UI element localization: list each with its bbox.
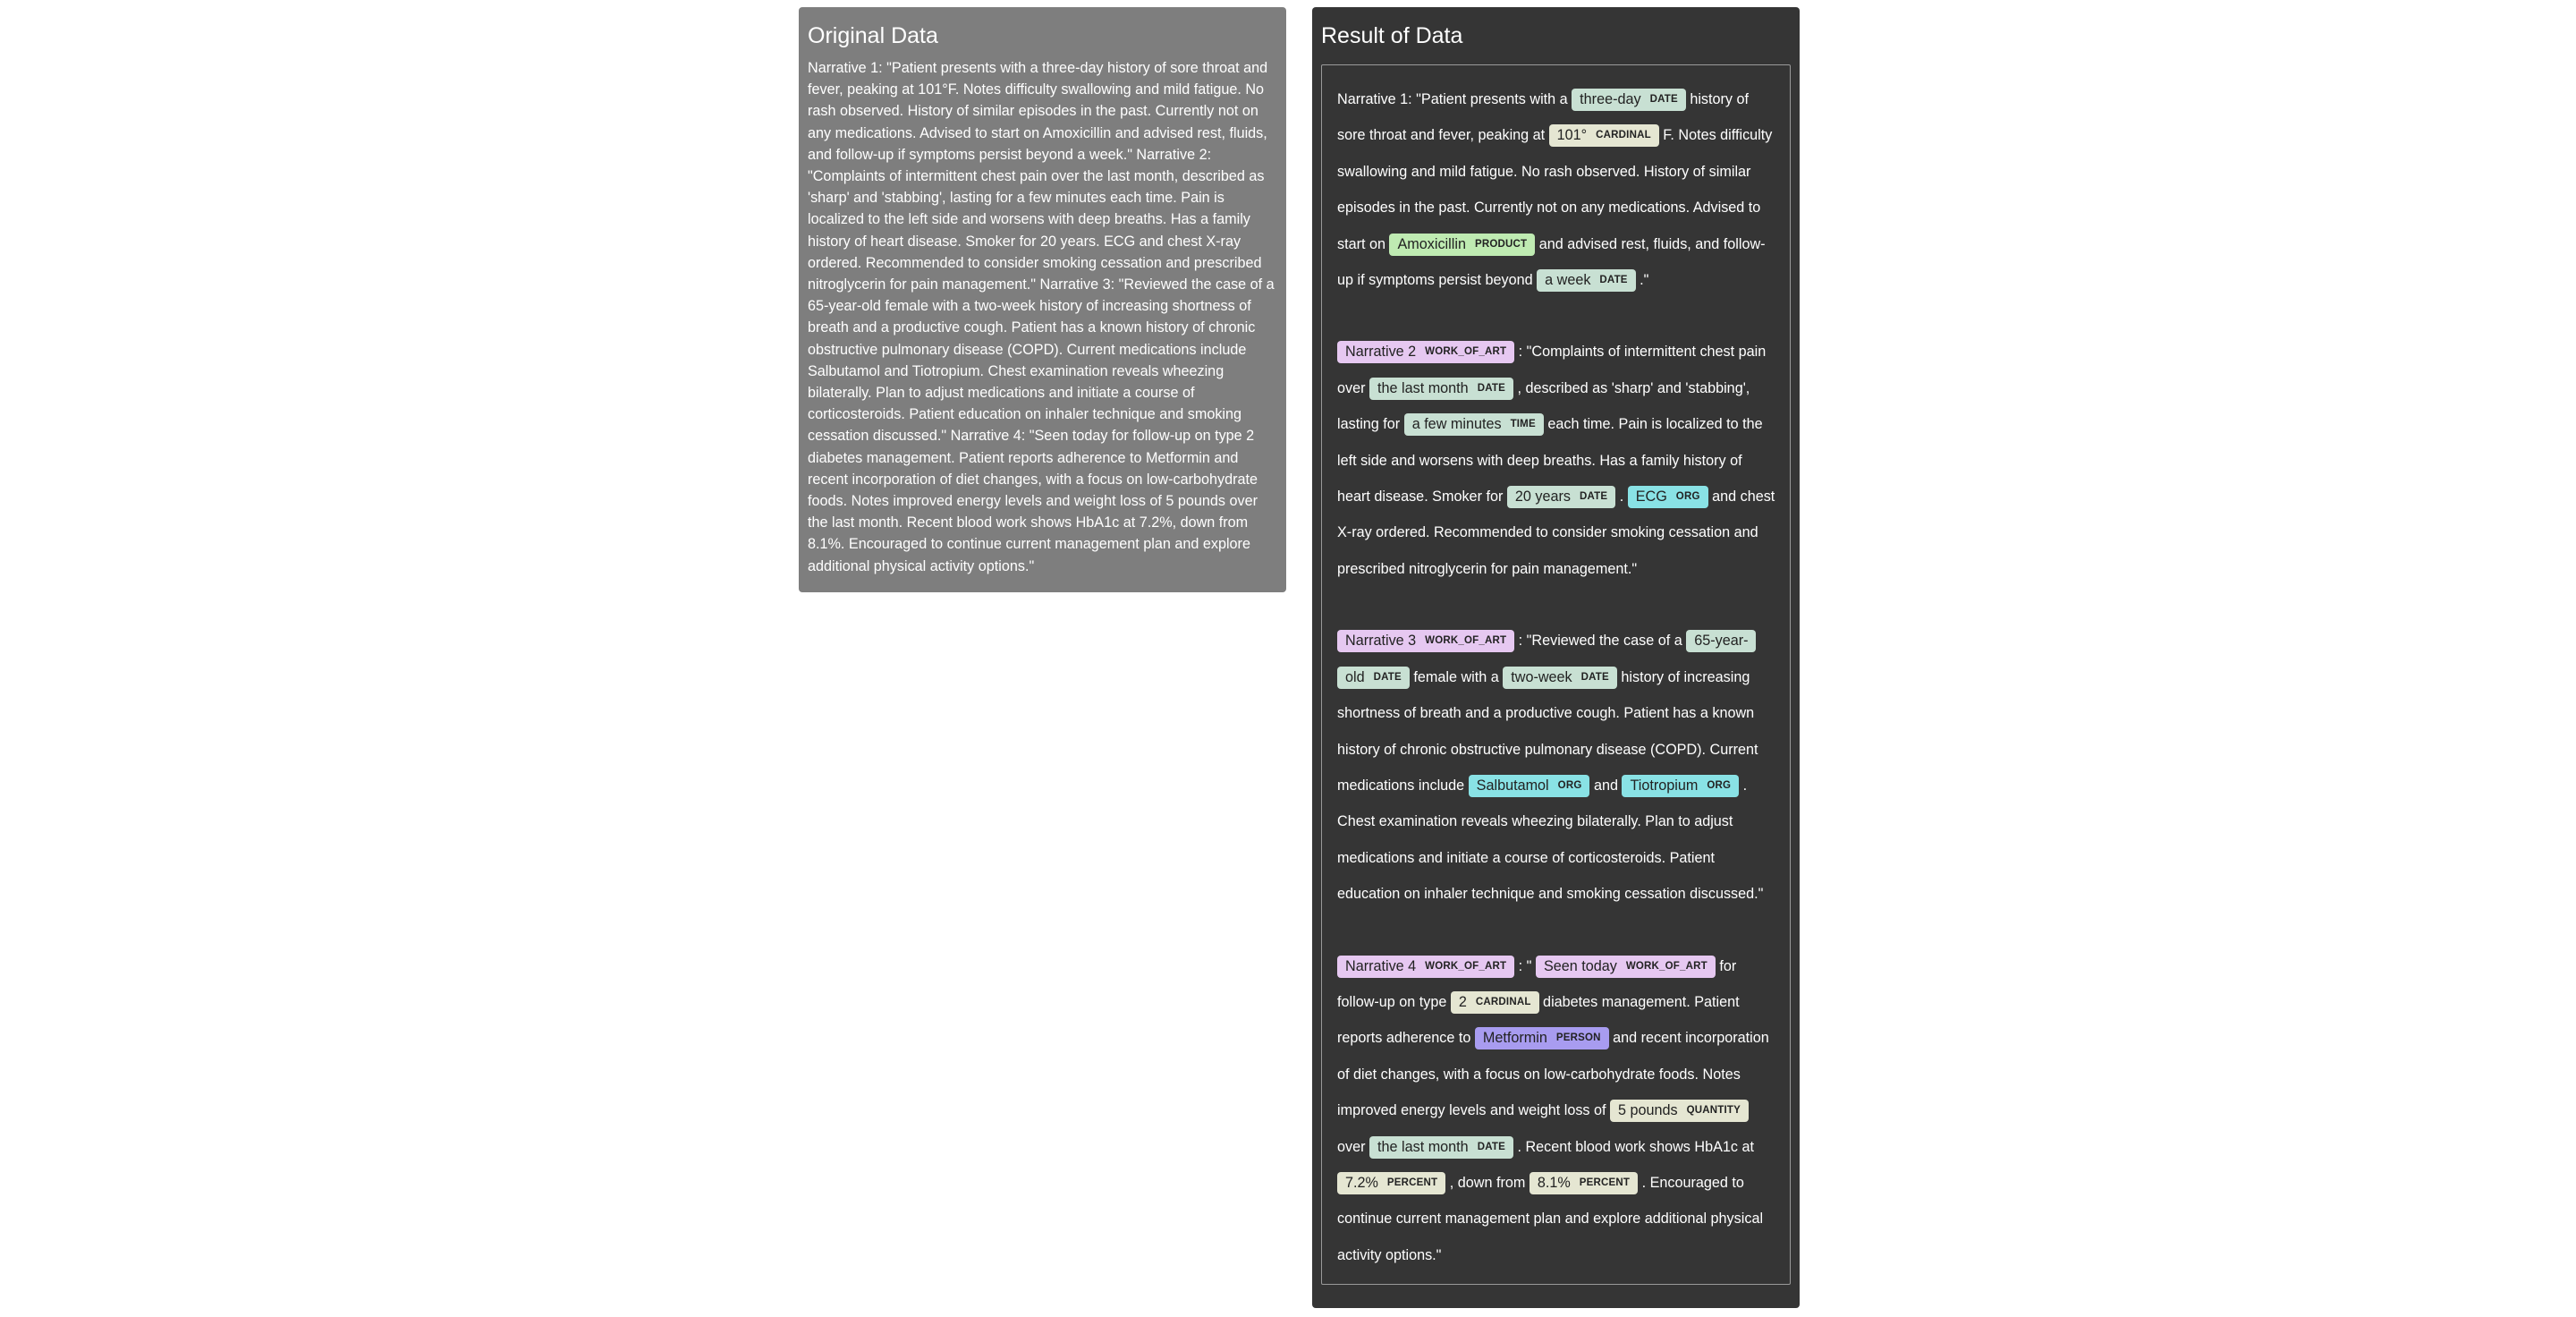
plain-text: : "Complaints of intermittent chest pain over (1337, 344, 1767, 396)
entity-quantity (1610, 1100, 1749, 1122)
entity-text: 7.2% (1345, 1174, 1378, 1191)
plain-text: and advised rest, fluids, and follow-up if symptoms persist beyond (1337, 235, 1766, 289)
plain-text: history of increasing shortness of breath and a productive cough. Patient has a known history of chronic obstructive pulmonary disease (COPD). Current medications include (1337, 668, 1758, 794)
entity-label: DATE (1649, 93, 1678, 105)
entity-date (1503, 667, 1617, 689)
entity-label: DATE (1477, 1141, 1505, 1152)
entity-text: ECG (1635, 489, 1667, 506)
plain-text: and recent incorporation of diet changes, with a focus on low-carbohydrate foods. Notes improved energy levels and weight loss of (1337, 1030, 1769, 1119)
entity-percent (1337, 1172, 1445, 1194)
plain-text: for follow-up on type (1337, 957, 1737, 1010)
original-data-title: Original Data (808, 23, 938, 48)
entity-percent (1530, 1172, 1638, 1194)
entity-text: Narrative 3 (1345, 633, 1417, 650)
entity-time (1404, 413, 1544, 436)
entity-work-of-art (1337, 341, 1514, 363)
entity-org (1469, 775, 1590, 797)
entity-text: Tiotropium (1630, 777, 1699, 794)
entity-result-box (1321, 64, 1791, 1285)
entity-text: Amoxicillin (1397, 235, 1466, 252)
entity-text: a few minutes (1411, 416, 1502, 433)
entity-date (1507, 486, 1615, 508)
entity-label: WORK_OF_ART (1425, 960, 1507, 972)
entity-label: WORK_OF_ART (1425, 346, 1507, 358)
entity-label: ORG (1557, 779, 1582, 791)
entity-text: Metformin (1482, 1030, 1547, 1047)
entity-product (1389, 234, 1535, 256)
plain-text: diabetes management. Patient reports adherence to (1337, 993, 1740, 1047)
entity-text: 20 years (1514, 489, 1571, 506)
entity-work-of-art (1337, 630, 1514, 652)
entity-label: DATE (1477, 382, 1505, 394)
entity-org (1628, 486, 1708, 508)
entity-person (1475, 1027, 1609, 1049)
plain-text: female with a (1409, 668, 1504, 685)
entity-text: Narrative 4 (1345, 957, 1417, 974)
plain-text: each time. Pain is localized to the left side and worsens with deep breaths. Has a family history of heart disease. Smoker for (1337, 416, 1763, 506)
plain-text: . Encouraged to continue current management plan and explore additional physical activity options." (1337, 1174, 1764, 1263)
entity-date (1369, 1136, 1513, 1159)
entity-text: Seen today (1543, 957, 1617, 974)
entity-cardinal (1451, 991, 1539, 1014)
entity-label: ORG (1675, 491, 1700, 503)
entity-label: DATE (1580, 671, 1609, 683)
entity-org (1622, 775, 1739, 797)
plain-text: history of sore throat and fever, peaking at (1337, 91, 1750, 144)
entity-text: 5 pounds (1618, 1102, 1678, 1119)
entity-text: a week (1545, 272, 1591, 289)
entity-date (1537, 269, 1636, 292)
entity-label: CARDINAL (1475, 996, 1531, 1007)
entity-label: TIME (1510, 419, 1536, 430)
plain-text: ." (1635, 272, 1649, 289)
entity-text: 8.1% (1537, 1174, 1571, 1191)
entity-label: WORK_OF_ART (1625, 960, 1707, 972)
entity-text: the last month (1377, 1138, 1469, 1155)
entity-work-of-art (1536, 956, 1716, 978)
entity-label: PERSON (1555, 1032, 1601, 1044)
plain-text: : " (1514, 957, 1536, 974)
entity-text: two-week (1511, 668, 1572, 685)
entity-text: Salbutamol (1476, 777, 1549, 794)
original-data-panel (799, 7, 1286, 592)
entity-label: PERCENT (1579, 1177, 1631, 1188)
result-paragraph (1337, 948, 1775, 1274)
plain-text: . Chest examination reveals wheezing bilaterally. Plan to adjust medications and initiate a course of corticosteroids. Patient education on inhaler technique and smoking cessation discussed." (1337, 777, 1764, 903)
entity-cardinal (1549, 124, 1659, 147)
plain-text: and chest X-ray ordered. Recommended to consider smoking cessation and prescribed nitroglycerin for pain management." (1337, 489, 1775, 577)
entity-label: PRODUCT (1474, 238, 1528, 250)
entity-label: QUANTITY (1686, 1105, 1741, 1117)
result-paragraph (1337, 334, 1775, 587)
entity-label: CARDINAL (1596, 130, 1651, 141)
entity-text: 65-year-old (1345, 633, 1749, 685)
plain-text: and (1589, 777, 1623, 794)
plain-text: . Recent blood work shows HbA1c at (1513, 1138, 1754, 1155)
entity-text: the last month (1377, 379, 1469, 396)
entity-label: DATE (1599, 275, 1628, 285)
entity-label: WORK_OF_ART (1425, 635, 1507, 647)
plain-text: : "Reviewed the case of a (1514, 633, 1687, 650)
entity-text: 2 (1458, 993, 1467, 1010)
entity-label: PERCENT (1386, 1177, 1438, 1188)
plain-text: . (1615, 489, 1628, 506)
entity-date (1572, 89, 1686, 111)
entity-label: DATE (1373, 671, 1402, 683)
result-data-title: Result of Data (1321, 23, 1463, 48)
result-paragraph (1337, 623, 1775, 912)
result-paragraph (1337, 81, 1775, 298)
plain-text: Narrative 1: "Patient presents with a (1337, 91, 1572, 107)
result-data-panel (1312, 7, 1800, 1308)
entity-work-of-art (1337, 956, 1514, 978)
entity-label: ORG (1707, 779, 1732, 791)
plain-text: over (1337, 1138, 1369, 1155)
original-data-text: Narrative 1: "Patient presents with a three-day history of sore throat and fever, peaking at 101°F. Notes difficulty swallowing and mild fatigue. No rash observed. History of similar episodes in the past. Currently not on any medications. Advised to start on Amoxicillin and advised rest, fluids, and follow-up if symptoms persist beyond a week." Narrative 2: "Complaints of intermittent chest pain over the last month, described as 'sharp' and 'stabbing', lasting for a few minutes each time. Pain is localized to the left side and worsens with deep breaths. Has a family history of heart disease. Smoker for 20 years. ECG and chest X-ray ordered. Recommended to consider smoking cessation and prescribed nitroglycerin for pain management." Narrative 3: "Reviewed the case of a 65-year-old female with a two-week history of increasing shortness of breath and a productive cough. Patient has a known history of chronic obstructive pulmonary disease (COPD). Current medications include Salbutamol and Tiotropium. Chest examination reveals wheezing bilaterally. Plan to adjust medications and initiate a course of corticosteroids. Patient education on inhaler technique and smoking cessation discussed." Narrative 4: "Seen today for follow-up on type 2 diabetes management. Patient reports adherence to Metformin and recent incorporation of diet changes, with a focus on low-carbohydrate foods. Notes improved energy levels and weight loss of 5 pounds over the last month. Recent blood work shows HbA1c at 7.2%, down from 8.1%. Encouraged to continue current management plan and explore additional physical activity options." (808, 60, 1275, 574)
entity-label: DATE (1579, 491, 1608, 503)
plain-text: , described as 'sharp' and 'stabbing', lasting for (1337, 379, 1750, 433)
entity-text: Narrative 2 (1345, 344, 1417, 361)
plain-text: F. Notes difficulty swallowing and mild fatigue. No rash observed. History of similar episodes in the past. Currently not on any medications. Advised to start on (1337, 127, 1773, 252)
plain-text: , down from (1445, 1174, 1530, 1191)
entity-text: 101° (1556, 127, 1588, 144)
entity-text: three-day (1580, 91, 1641, 107)
entity-date (1369, 378, 1513, 400)
